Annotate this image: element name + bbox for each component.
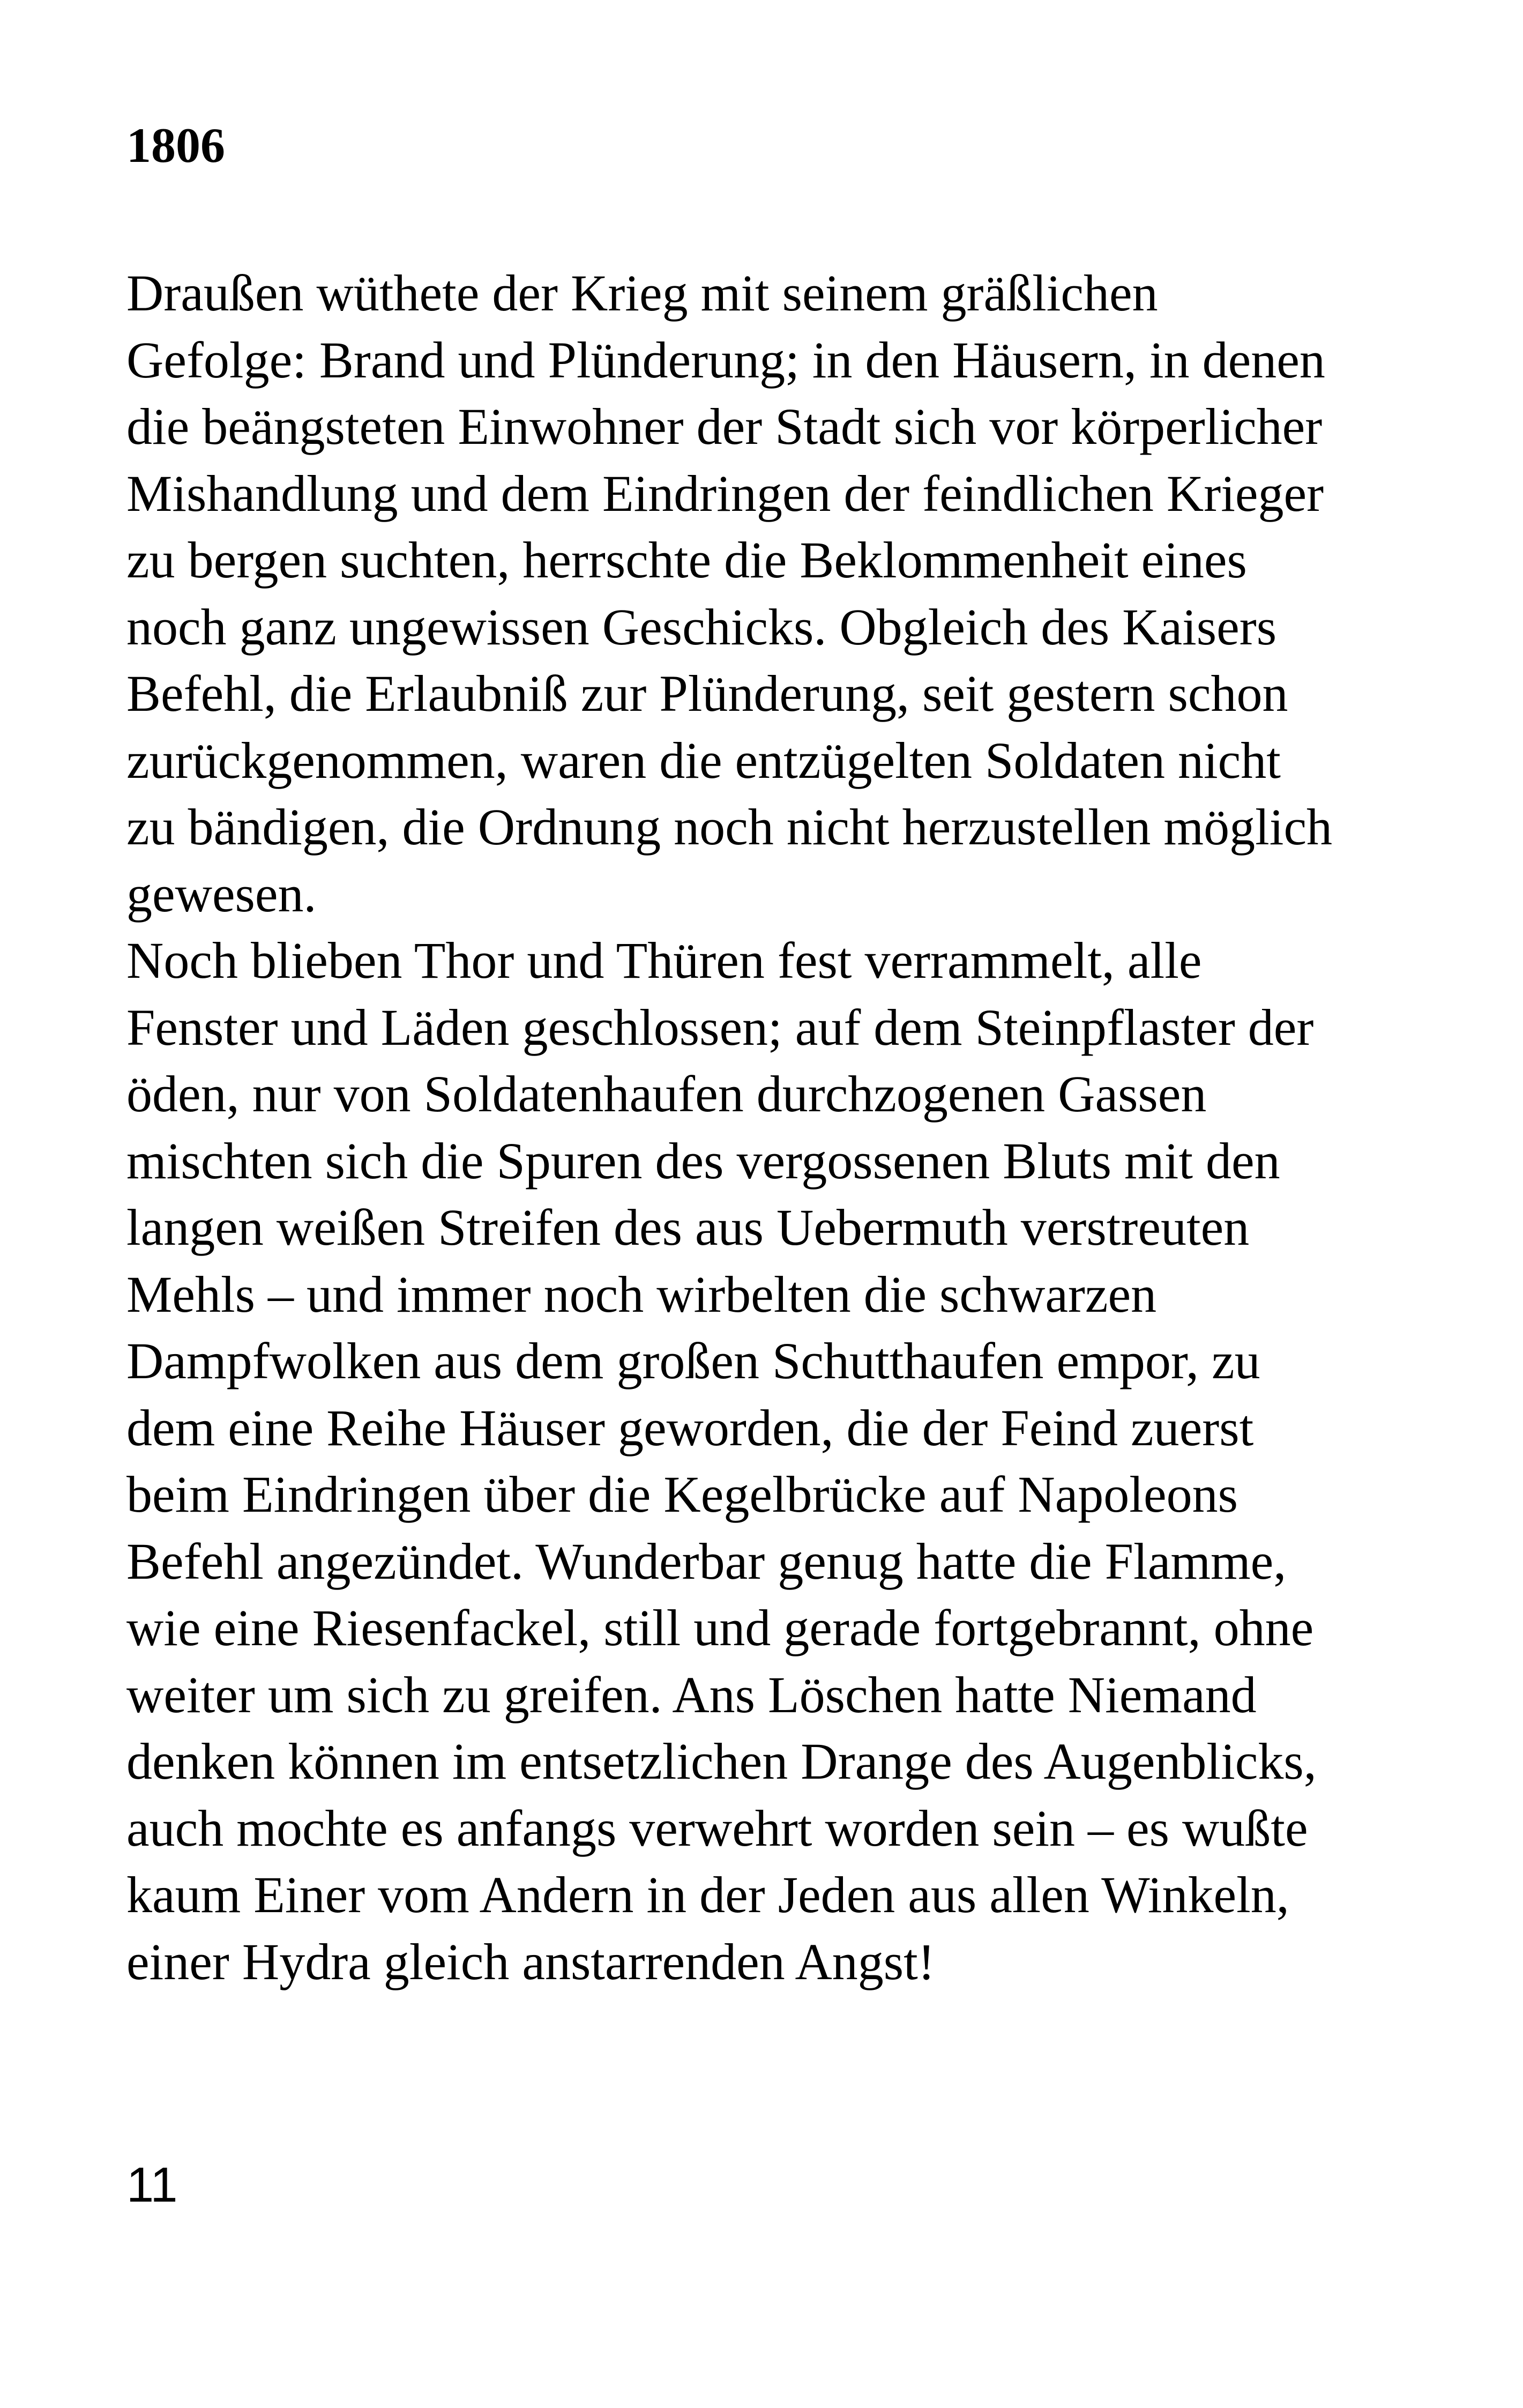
text-line: Befehl angezündet. Wunderbar genug hatte die Flamme, xyxy=(126,1532,1287,1590)
text-line: gewesen. xyxy=(126,865,317,923)
text-line: zurückgenommen, waren die entzügelten Soldaten nicht xyxy=(126,731,1281,789)
text-line: dem eine Reihe Häuser geworden, die der Feind zuerst xyxy=(126,1399,1254,1456)
text-line: kaum Einer vom Andern in der Jeden aus allen Winkeln, xyxy=(126,1866,1289,1923)
text-line: Fenster und Läden geschlossen; auf dem Steinpflaster der xyxy=(126,998,1314,1056)
text-line: die beängsteten Einwohner der Stadt sich vor körperlicher xyxy=(126,398,1323,455)
text-line: auch mochte es anfangs verwehrt worden sein – es wußte xyxy=(126,1799,1308,1857)
text-line: mischten sich die Spuren des vergossenen Bluts mit den xyxy=(126,1132,1280,1190)
text-line: Noch blieben Thor und Thüren fest verrammelt, alle xyxy=(126,932,1202,989)
text-line: Befehl, die Erlaubniß zur Plünderung, seit gestern schon xyxy=(126,665,1288,722)
text-line: Gefolge: Brand und Plünderung; in den Häusern, in denen xyxy=(126,331,1325,389)
text-line: langen weißen Streifen des aus Uebermuth verstreuten xyxy=(126,1199,1250,1256)
text-line: denken können im entsetzlichen Drange des Augenblicks, xyxy=(126,1733,1317,1790)
text-line: wie eine Riesenfackel, still und gerade fortgebrannt, ohne xyxy=(126,1599,1314,1656)
body-text xyxy=(126,260,1434,1995)
text-line: zu bergen suchten, herrschte die Beklommenheit eines xyxy=(126,531,1247,589)
text-line: weiter um sich zu greifen. Ans Löschen hatte Niemand xyxy=(126,1666,1257,1723)
text-line: Mishandlung und dem Eindringen der feindlichen Krieger xyxy=(126,464,1324,522)
chapter-heading: 1806 xyxy=(126,118,225,173)
page-number: 11 xyxy=(126,2158,178,2212)
text-line: einer Hydra gleich anstarrenden Angst! xyxy=(126,1933,935,1990)
text-line: zu bändigen, die Ordnung noch nicht herzustellen möglich xyxy=(126,798,1333,856)
text-line: beim Eindringen über die Kegelbrücke auf Napoleons xyxy=(126,1466,1238,1523)
text-line: Mehls – und immer noch wirbelten die schwarzen xyxy=(126,1265,1157,1323)
text-line: öden, nur von Soldatenhaufen durchzogenen Gassen xyxy=(126,1065,1207,1123)
text-line: Dampfwolken aus dem großen Schutthaufen empor, zu xyxy=(126,1332,1260,1389)
text-line: noch ganz ungewissen Geschicks. Obgleich des Kaisers xyxy=(126,598,1277,656)
text-line: Draußen wüthete der Krieg mit seinem gräßlichen xyxy=(126,264,1158,322)
